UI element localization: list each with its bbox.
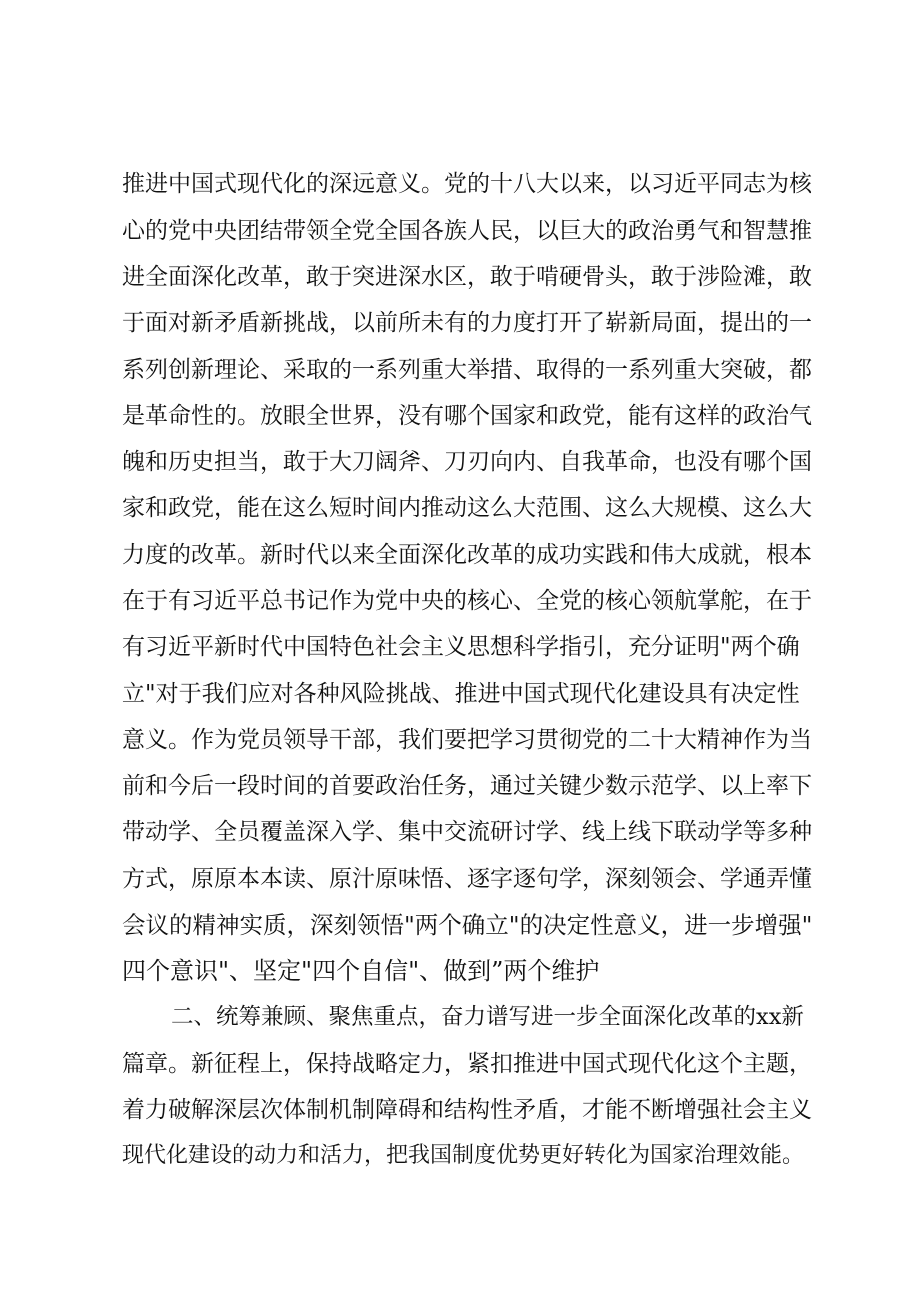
paragraph-line: 前和今后一段时间的首要政治任务，通过关键少数示范学、以上率下 [122,773,812,799]
paragraph-line: 方式，原原本本读、原汁原味悟、逐字逐句学，深刻领会、学通弄懂 [122,866,812,892]
paragraph-line: 意义。作为党员领导干部，我们要把学习贯彻党的二十大精神作为当 [122,727,812,753]
paragraph-line: 是革命性的。放眼全世界，没有哪个国家和政党，能有这样的政治气 [122,403,812,429]
paragraph-line: 推进中国式现代化的深远意义。党的十八大以来，以习近平同志为核 [122,171,812,197]
paragraph-line: 系列创新理论、采取的一系列重大举措、取得的一系列重大突破，都 [122,357,812,383]
paragraph-line: 于面对新矛盾新挑战，以前所未有的力度打开了崭新局面，提出的一 [122,310,812,336]
paragraph-line: 在于有习近平总书记作为党中央的核心、全党的核心领航掌舵，在于 [122,588,812,614]
paragraph-line: 着力破解深层次体制机制障碍和结构性矛盾，才能不断增强社会主义 [122,1097,812,1123]
section-heading-line: 二、统筹兼顾、聚焦重点，奋力谱写进一步全面深化改革的xx新 [171,1004,804,1030]
paragraph-line: 带动学、全员覆盖深入学、集中交流研讨学、线上线下联动学等多种 [122,819,812,845]
paragraph-line: 四个意识"、坚定"四个自信"、做到”两个维护 [122,957,600,985]
paragraph-line: 篇章。新征程上，保持战略定力，紧扣推进中国式现代化这个主题， [122,1051,812,1077]
paragraph-line: 会议的精神实质，深刻领悟"两个确立"的决定性意义，进一步增强" [122,911,813,939]
paragraph-line: 现代化建设的动力和活力，把我国制度优势更好转化为国家治理效能。 [122,1143,805,1168]
paragraph-line: 力度的改革。新时代以来全面深化改革的成功实践和伟大成就，根本 [122,542,812,568]
paragraph-line: 立"对于我们应对各种风险挑战、推进中国式现代化建设具有决定性 [122,681,800,707]
paragraph-line: 家和政党，能在这么短时间内推动这么大范围、这么大规模、这么大 [122,495,812,521]
paragraph-line: 心的党中央团结带领全党全国各族人民，以巨大的政治勇气和智慧推 [122,218,812,244]
paragraph-line: 魄和历史担当，敢于大刀阔斧、刀刃向内、自我革命，也没有哪个国 [122,449,812,475]
paragraph-line: 有习近平新时代中国特色社会主义思想科学指引，充分证明"两个确 [122,634,800,660]
paragraph-line: 进全面深化改革，敢于突进深水区，敢于啃硬骨头，敢于涉险滩，敢 [122,264,812,290]
